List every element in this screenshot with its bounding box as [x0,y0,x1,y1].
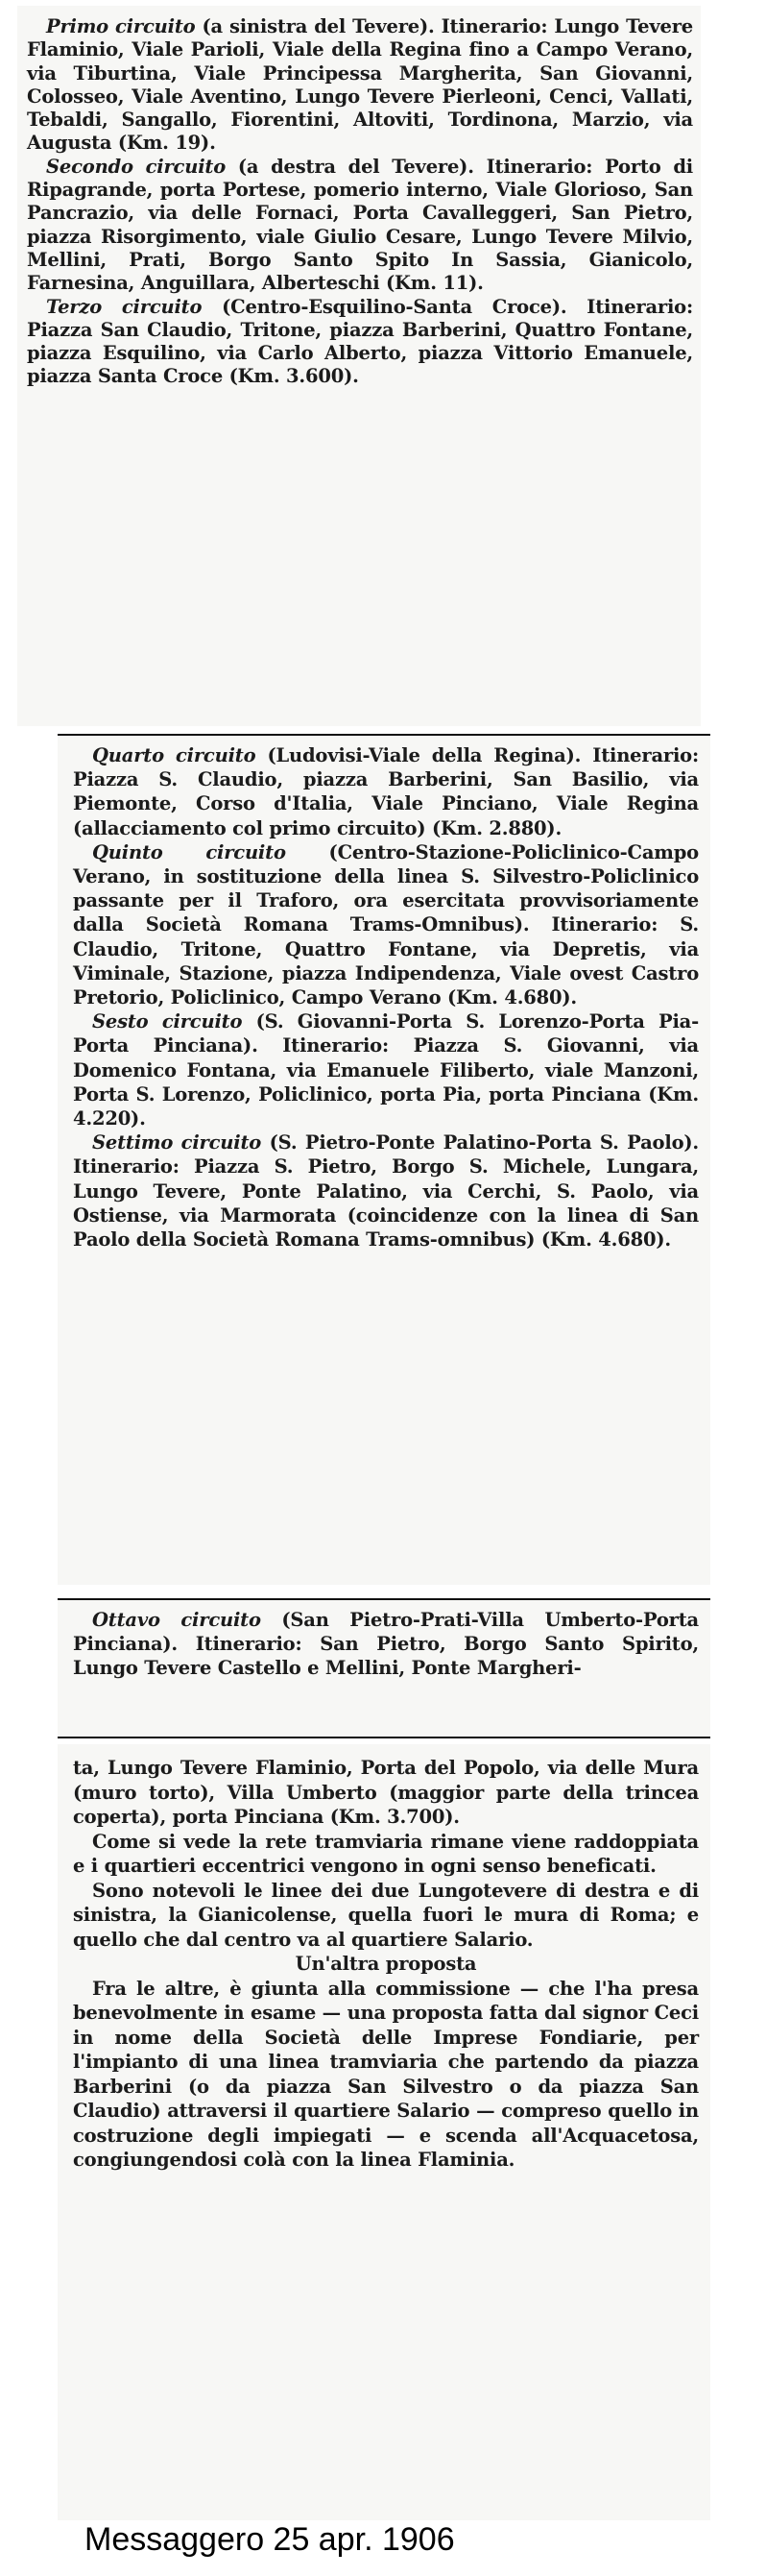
circuit-text: (S. Giovanni-Porta S. Lorenzo-Porta Pia-Porta Pinciana). Itinerario: Piazza S. Giovanni, via Domenico Fontana, via Emanuele Filiberto, viale Manzoni, Porta S. Lorenzo, Policlinico, porta Pia, porta Pinciana (Km. 4.220). [73,1010,699,1130]
circuit-label: Terzo circuito [46,295,203,318]
paragraph-continuation: ta, Lungo Tevere Flaminio, Porta del Popolo, via delle Mura (muro torto), Villa Umberto (maggior parte della trincea coperta), porta Pinciana (Km. 3.700). [73,1757,699,1828]
paragraph-ottavo-circuito [73,1608,699,1680]
clipping-bottom-rule [58,1737,710,1738]
clipping-top-rule [58,1598,710,1600]
circuit-label: Quarto circuito [92,744,256,766]
paragraph-secondo-circuito [27,156,693,296]
circuit-text: (a destra del Tevere). Itinerario: Porto di Ripagrande, porta Portese, pomerio interno, Viale Glorioso, San Pancrazio, via delle Fornaci, Porta Cavalleggeri, San Pietro, piazza Risorgimento, viale Giulio Cesare, Lungo Tevere Milvio, Mellini, Prati, Borgo Santo Spito In Sassia, Gianicolo, Farnesina, Anguillara, Alberteschi (Km. 11). [27,155,693,295]
circuit-text: (Centro-Esquilino-Santa Croce). Itinerario: Piazza San Claudio, Tritone, piazza Barberini, Quattro Fontane, piazza Esquilino, via Carlo Alberto, piazza Vittorio Emanuele, piazza Santa Croce (Km. 3.600). [27,295,693,388]
circuit-text: (Ludovisi-Viale della Regina). Itinerario: Piazza S. Claudio, piazza Barberini, San Basilio, via Piemonte, Corso d'Italia, Viale Pinciano, Viale Regina (allacciamento col primo circuito) (Km. 2.880). [73,744,699,839]
circuit-label: Secondo circuito [46,155,227,178]
circuit-label: Quinto circuito [92,840,286,863]
paragraph-primo-circuito [27,15,693,156]
paragraph-quarto-circuito [73,743,699,840]
circuit-label: Primo circuito [46,15,196,37]
circuit-text: (a sinistra del Tevere). Itinerario: Lungo Tevere Flaminio, Viale Parioli, Viale della Regina fino a Campo Verano, via Tiburtina, Viale Principessa Margherita, San Giovanni, Colosseo, Viale Aventino, Lungo Tevere Pierleoni, Cenci, Vallati, Tebaldi, Sangallo, Fiorentini, Altoviti, Tordinona, Marzio, via Augusta (Km. 19). [27,15,693,155]
paragraph-quinto-circuito [73,840,699,1009]
paragraph-linee-notevoli: Sono notevoli le linee dei due Lungotevere di destra e di sinistra, la Gianicolense, quella fuori le mura di Roma; e quello che dal centro va al quartiere Salario. [73,1879,699,1951]
circuit-label: Settimo circuito [92,1131,262,1154]
section-heading: Un'altra proposta [295,1953,477,1975]
newspaper-clipping-4 [58,1744,710,2520]
newspaper-clipping-3 [58,1598,710,1738]
newspaper-clipping-2 [58,734,710,1585]
paragraph-sesto-circuito [73,1009,699,1130]
circuit-text: (San Pietro-Prati-Villa Umberto-Porta Pinciana). Itinerario: San Pietro, Borgo Santo Spirito, Lungo Tevere Castello e Mellini, Ponte Margheri- [73,1609,699,1679]
paragraph-terzo-circuito [27,296,693,389]
clipping-top-rule [58,734,710,736]
paragraph-rete-tramviaria: Come si vede la rete tramviaria rimane viene raddoppiata e i quartieri eccentrici vengono in ogni senso beneficati. [73,1830,699,1877]
circuit-label: Ottavo circuito [92,1609,261,1631]
circuit-label: Sesto circuito [92,1010,243,1033]
newspaper-clipping-1 [17,6,701,726]
circuit-text: (S. Pietro-Ponte Palatino-Porta S. Paolo). Itinerario: Piazza S. Pietro, Borgo S. Michele, Lungara, Lungo Tevere, Ponte Palatino, via Cerchi, S. Paolo, via Ostiense, via Marmorata (coincidenze con la linea di San Paolo della Società Romana Trams-omnibus) (Km. 4.680). [73,1131,699,1252]
paragraph-proposta: Fra le altre, è giunta alla commissione — che l'ha presa benevolmente in esame — una proposta fatta dal signor Ceci in nome della Società delle Imprese Fondiarie, per l'impianto di una linea tramviaria che partendo da piazza Barberini (o da piazza San Silvestro o da piazza San Claudio) attraversi il quartiere Salario — compreso quello in costruzione degli impiegati — e scenda all'Acquacetosa, congiungendosi colà con la linea Flaminia. [73,1977,699,2171]
paragraph-settimo-circuito [73,1130,699,1252]
source-caption: Messaggero 25 apr. 1906 [84,2521,455,2558]
circuit-text: (Centro-Stazione-Policlinico-Campo Verano, in sostituzione della linea S. Silvestro-Policlinico passante per il Traforo, ora esercitata provvisoriamente dalla Società Romana Trams-Omnibus). Itinerario: S. Claudio, Tritone, Quattro Fontane, via Depretis, via Viminale, Stazione, piazza Indipendenza, Viale ovest Castro Pretorio, Policlinico, Campo Verano (Km. 4.680). [73,840,699,1009]
